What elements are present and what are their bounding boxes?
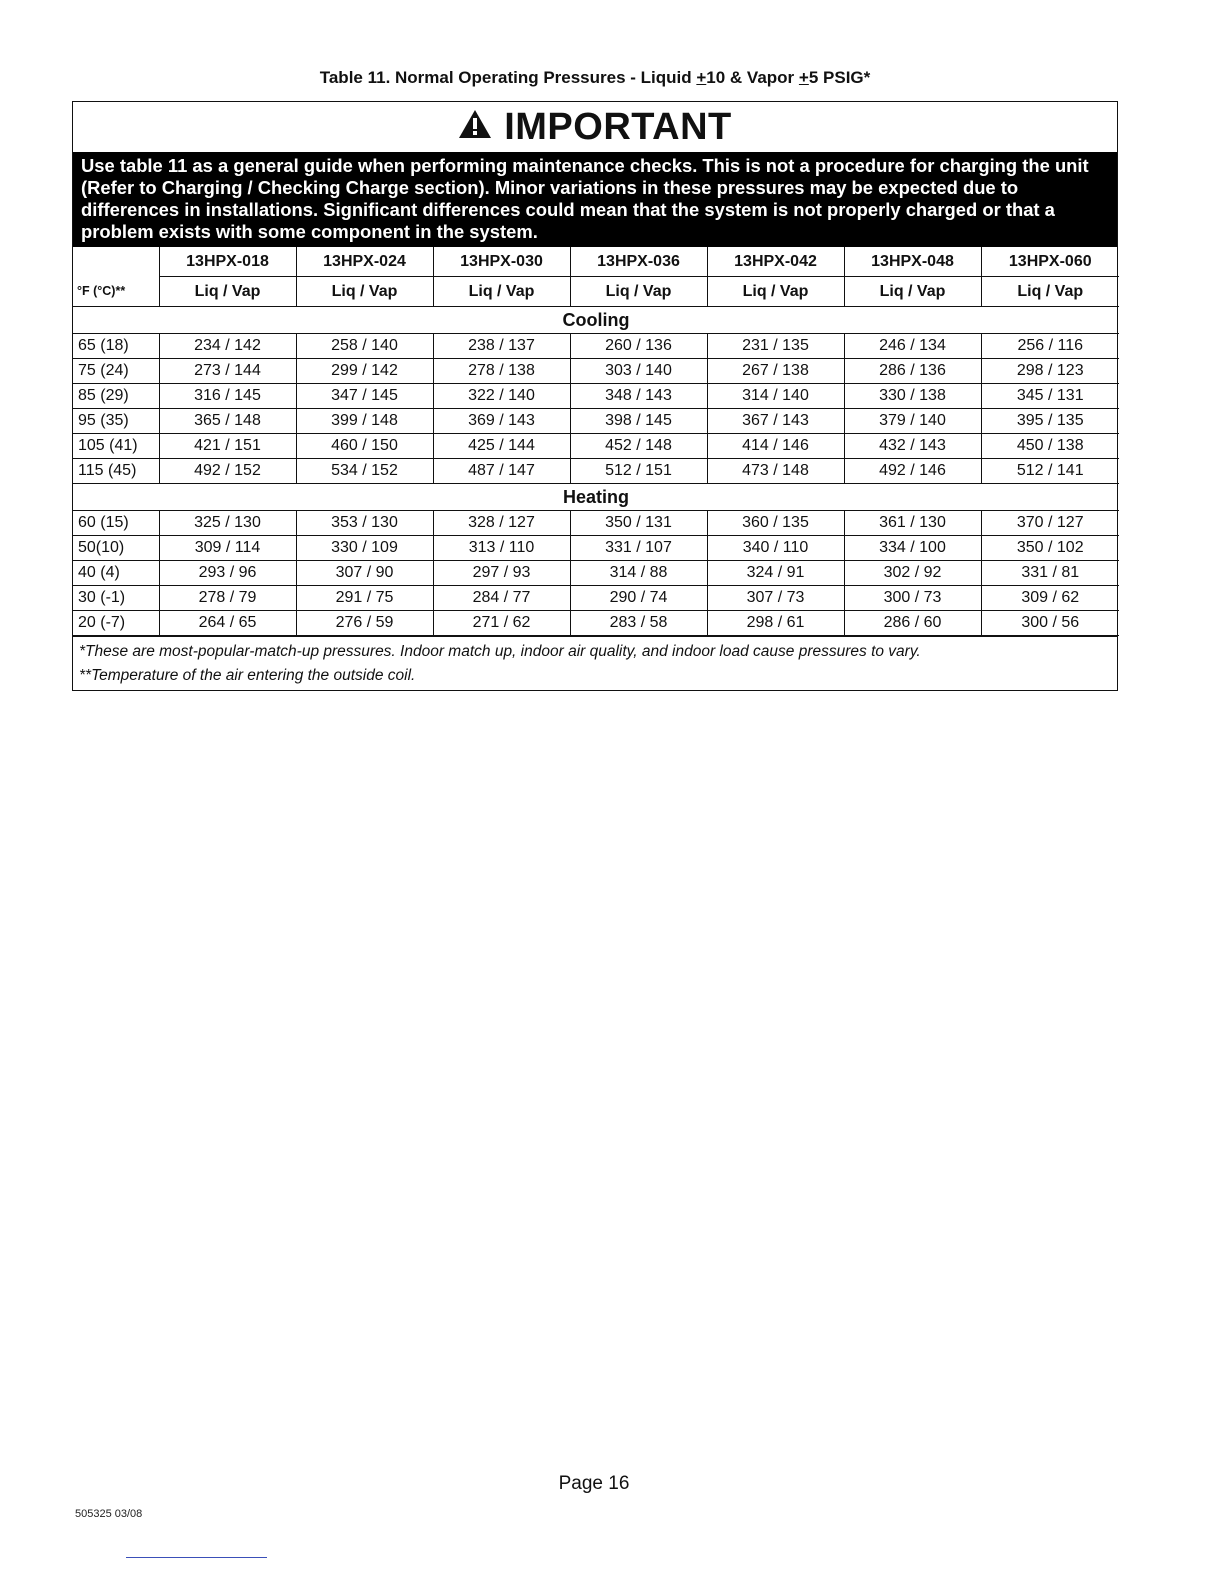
- pressure-cell: 331 / 107: [570, 536, 707, 561]
- pressure-cell: 324 / 91: [707, 561, 844, 586]
- footnote-pressures: *These are most-popular-match-up pressures. Indoor match up, indoor air quality, and indoor load cause pressures to vary.: [79, 643, 921, 660]
- model-header: 13HPX-048: [844, 247, 981, 277]
- pressure-cell: 330 / 138: [844, 384, 981, 409]
- temperature-units-label: °F (°C)**: [73, 277, 159, 307]
- model-header: 13HPX-036: [570, 247, 707, 277]
- pressure-cell: 283 / 58: [570, 611, 707, 636]
- pressure-cell: 307 / 73: [707, 586, 844, 611]
- pressure-cell: 293 / 96: [159, 561, 296, 586]
- page-number: Page 16: [558, 1473, 630, 1494]
- important-message: Use table 11 as a general guide when performing maintenance checks. This is not a procedure for charging the unit (Refer to Charging / Checking Charge section). Minor variations in these pressures may be expected due to differences in installations. Significant differences could mean that the system is not properly charged or that a problem exists with some component in the system.: [73, 152, 1117, 247]
- pressure-cell: 399 / 148: [296, 409, 433, 434]
- pressure-cell: 452 / 148: [570, 434, 707, 459]
- temperature-cell: 115 (45): [73, 459, 159, 484]
- pressure-cell: 534 / 152: [296, 459, 433, 484]
- pressure-cell: 492 / 152: [159, 459, 296, 484]
- pressure-cell: 284 / 77: [433, 586, 570, 611]
- table-row: [73, 459, 1119, 484]
- pressure-cell: 350 / 131: [570, 511, 707, 536]
- pressure-cell: 286 / 60: [844, 611, 981, 636]
- model-header: 13HPX-024: [296, 247, 433, 277]
- pressure-cell: 340 / 110: [707, 536, 844, 561]
- liq-vap-header-row: [73, 277, 1119, 307]
- table-row: [73, 561, 1119, 586]
- model-header: 13HPX-030: [433, 247, 570, 277]
- pressure-cell: 360 / 135: [707, 511, 844, 536]
- pressure-cell: 278 / 79: [159, 586, 296, 611]
- liq-vap-header: Liq / Vap: [159, 277, 296, 307]
- liquid-plus-minus: +: [696, 68, 707, 87]
- pressure-cell: 267 / 138: [707, 359, 844, 384]
- model-header: 13HPX-018: [159, 247, 296, 277]
- pressure-cell: 322 / 140: [433, 384, 570, 409]
- pressure-cell: 347 / 145: [296, 384, 433, 409]
- pressure-cell: 512 / 141: [981, 459, 1119, 484]
- model-header: 13HPX-060: [981, 247, 1119, 277]
- pressure-cell: 450 / 138: [981, 434, 1119, 459]
- section-label: Cooling: [73, 307, 1119, 334]
- table-row: [73, 384, 1119, 409]
- pressure-table-frame: [72, 101, 1118, 691]
- pressure-table-body: [73, 247, 1119, 636]
- pressure-cell: 348 / 143: [570, 384, 707, 409]
- pressure-cell: 398 / 145: [570, 409, 707, 434]
- vapor-plus-minus: +: [798, 68, 809, 87]
- pressure-cell: 512 / 151: [570, 459, 707, 484]
- pressure-cell: 309 / 114: [159, 536, 296, 561]
- pressure-cell: 395 / 135: [981, 409, 1119, 434]
- pressure-cell: 238 / 137: [433, 334, 570, 359]
- pressure-table: [73, 247, 1119, 636]
- pressure-cell: 234 / 142: [159, 334, 296, 359]
- header-corner-cell: [73, 247, 159, 277]
- liq-vap-header: Liq / Vap: [707, 277, 844, 307]
- table-row: [73, 409, 1119, 434]
- pressure-cell: 432 / 143: [844, 434, 981, 459]
- footer-rule: [126, 1557, 267, 1558]
- temperature-cell: 20 (-7): [73, 611, 159, 636]
- pressure-cell: 460 / 150: [296, 434, 433, 459]
- pressure-cell: 492 / 146: [844, 459, 981, 484]
- pressure-cell: 314 / 140: [707, 384, 844, 409]
- pressure-cell: 299 / 142: [296, 359, 433, 384]
- pressure-cell: 260 / 136: [570, 334, 707, 359]
- table-row: [73, 536, 1119, 561]
- pressure-cell: 313 / 110: [433, 536, 570, 561]
- temperature-cell: 30 (-1): [73, 586, 159, 611]
- pressure-cell: 350 / 102: [981, 536, 1119, 561]
- pressure-cell: 369 / 143: [433, 409, 570, 434]
- pressure-cell: 334 / 100: [844, 536, 981, 561]
- liq-vap-header: Liq / Vap: [570, 277, 707, 307]
- liq-vap-header: Liq / Vap: [433, 277, 570, 307]
- pressure-cell: 303 / 140: [570, 359, 707, 384]
- model-header-row: [73, 247, 1119, 277]
- pressure-cell: 278 / 138: [433, 359, 570, 384]
- pressure-cell: 345 / 131: [981, 384, 1119, 409]
- liq-vap-header: Liq / Vap: [296, 277, 433, 307]
- model-header: 13HPX-042: [707, 247, 844, 277]
- pressure-cell: 271 / 62: [433, 611, 570, 636]
- pressure-cell: 353 / 130: [296, 511, 433, 536]
- table-row: [73, 359, 1119, 384]
- important-heading: [73, 102, 1117, 152]
- pressure-cell: 421 / 151: [159, 434, 296, 459]
- pressure-cell: 298 / 123: [981, 359, 1119, 384]
- footnotes: [73, 636, 1117, 690]
- pressure-cell: 379 / 140: [844, 409, 981, 434]
- pressure-cell: 487 / 147: [433, 459, 570, 484]
- pressure-cell: 328 / 127: [433, 511, 570, 536]
- table-row: [73, 611, 1119, 636]
- pressure-cell: 325 / 130: [159, 511, 296, 536]
- temperature-cell: 40 (4): [73, 561, 159, 586]
- section-row: [73, 307, 1119, 334]
- pressure-cell: 330 / 109: [296, 536, 433, 561]
- document-code: 505325 03/08: [75, 1508, 143, 1520]
- liq-vap-header: Liq / Vap: [981, 277, 1119, 307]
- pressure-cell: 425 / 144: [433, 434, 570, 459]
- section-label: Heating: [73, 484, 1119, 511]
- important-title: IMPORTANT: [504, 105, 732, 148]
- temperature-cell: 95 (35): [73, 409, 159, 434]
- pressure-cell: 264 / 65: [159, 611, 296, 636]
- pressure-cell: 307 / 90: [296, 561, 433, 586]
- table-row: [73, 511, 1119, 536]
- pressure-cell: 331 / 81: [981, 561, 1119, 586]
- pressure-cell: 365 / 148: [159, 409, 296, 434]
- temperature-cell: 75 (24): [73, 359, 159, 384]
- pressure-cell: 246 / 134: [844, 334, 981, 359]
- pressure-cell: 256 / 116: [981, 334, 1119, 359]
- table-row: [73, 586, 1119, 611]
- table-row: [73, 434, 1119, 459]
- temperature-cell: 105 (41): [73, 434, 159, 459]
- pressure-cell: 258 / 140: [296, 334, 433, 359]
- pressure-cell: 276 / 59: [296, 611, 433, 636]
- pressure-cell: 273 / 144: [159, 359, 296, 384]
- caption-prefix: Table 11. Normal Operating Pressures - Liquid: [319, 68, 697, 87]
- pressure-cell: 302 / 92: [844, 561, 981, 586]
- liq-vap-header: Liq / Vap: [844, 277, 981, 307]
- pressure-cell: 367 / 143: [707, 409, 844, 434]
- pressure-cell: 290 / 74: [570, 586, 707, 611]
- pressure-cell: 298 / 61: [707, 611, 844, 636]
- pressure-cell: 361 / 130: [844, 511, 981, 536]
- table-caption: [0, 68, 1190, 88]
- temperature-cell: 65 (18): [73, 334, 159, 359]
- warning-triangle-icon: [458, 106, 492, 149]
- pressure-cell: 316 / 145: [159, 384, 296, 409]
- pressure-cell: 370 / 127: [981, 511, 1119, 536]
- pressure-cell: 300 / 56: [981, 611, 1119, 636]
- pressure-cell: 291 / 75: [296, 586, 433, 611]
- table-row: [73, 334, 1119, 359]
- pressure-cell: 314 / 88: [570, 561, 707, 586]
- temperature-cell: 50(10): [73, 536, 159, 561]
- caption-liquid-tolerance: 10 & Vapor: [706, 68, 799, 87]
- temperature-cell: 85 (29): [73, 384, 159, 409]
- pressure-cell: 297 / 93: [433, 561, 570, 586]
- pressure-cell: 309 / 62: [981, 586, 1119, 611]
- pressure-cell: 473 / 148: [707, 459, 844, 484]
- temperature-cell: 60 (15): [73, 511, 159, 536]
- pressure-cell: 414 / 146: [707, 434, 844, 459]
- footnote-temperature: **Temperature of the air entering the outside coil.: [79, 667, 416, 684]
- pressure-cell: 286 / 136: [844, 359, 981, 384]
- caption-vapor-tolerance: 5 PSIG*: [808, 68, 871, 87]
- pressure-cell: 231 / 135: [707, 334, 844, 359]
- pressure-cell: 300 / 73: [844, 586, 981, 611]
- section-row: [73, 484, 1119, 511]
